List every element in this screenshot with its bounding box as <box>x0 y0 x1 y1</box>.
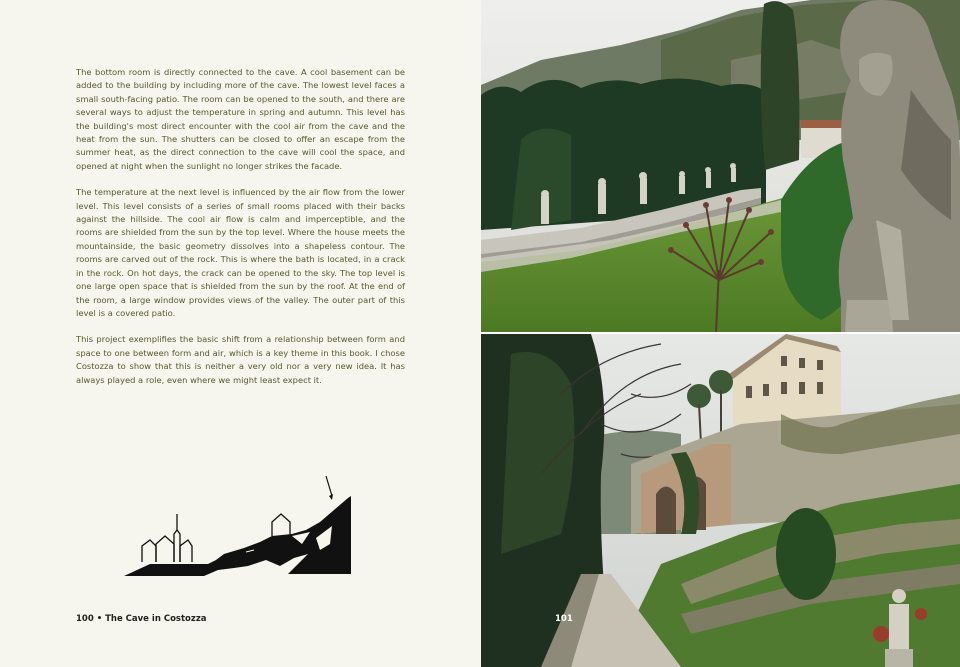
folio-left: 100 • The Cave in Costozza <box>76 614 207 624</box>
paragraph-1: The bottom room is directly connected to the cave. A cool basement can be added to the building by including more of the cave. The lowest level faces a small south-facing patio. The room can be opened to the south, and there are several ways to adjust the temperature in spring and autumn. This level has the building's most direct encounter with the cool air from the cave and the heat from the sun. The shutters can be closed to offer an escape from the summer heat, as the direct connection to the cave will cool the space, and opened at night when the sunlight no longer strikes the facade. <box>76 67 405 171</box>
right-page <box>481 0 960 667</box>
villa-photo <box>481 334 960 667</box>
paragraph-2: The temperature at the next level is influenced by the air flow from the lower level. This level consists of a series of small rooms placed with their backs against the hillside. The cool air flow is calm and imperceptible, and the rooms are shielded from the sun by the top level. Where the house meets the mountainside, the basic geometry dissolves into a shapeless contour. The rooms are carved out of the rock. This is where the bath is located, in a crack in the rock. On hot days, the crack can be opened to the sky. The top level is one large open space that is shielded from the sun by the roof. At the end of the room, a large window provides views of the valley. The outer part of this level is a covered patio. <box>76 187 405 318</box>
body-text <box>76 66 405 400</box>
garden-photo <box>481 0 960 332</box>
folio-right: 101 <box>555 614 573 624</box>
section-sketch <box>120 474 356 580</box>
paragraph-3: This project exemplifies the basic shift from a relationship between form and space to one between form and air, which is a key theme in this book. I chose Costozza to show that this is neither a very old nor a very new idea. It has always played a role, even where we might least expect it. <box>76 334 405 385</box>
